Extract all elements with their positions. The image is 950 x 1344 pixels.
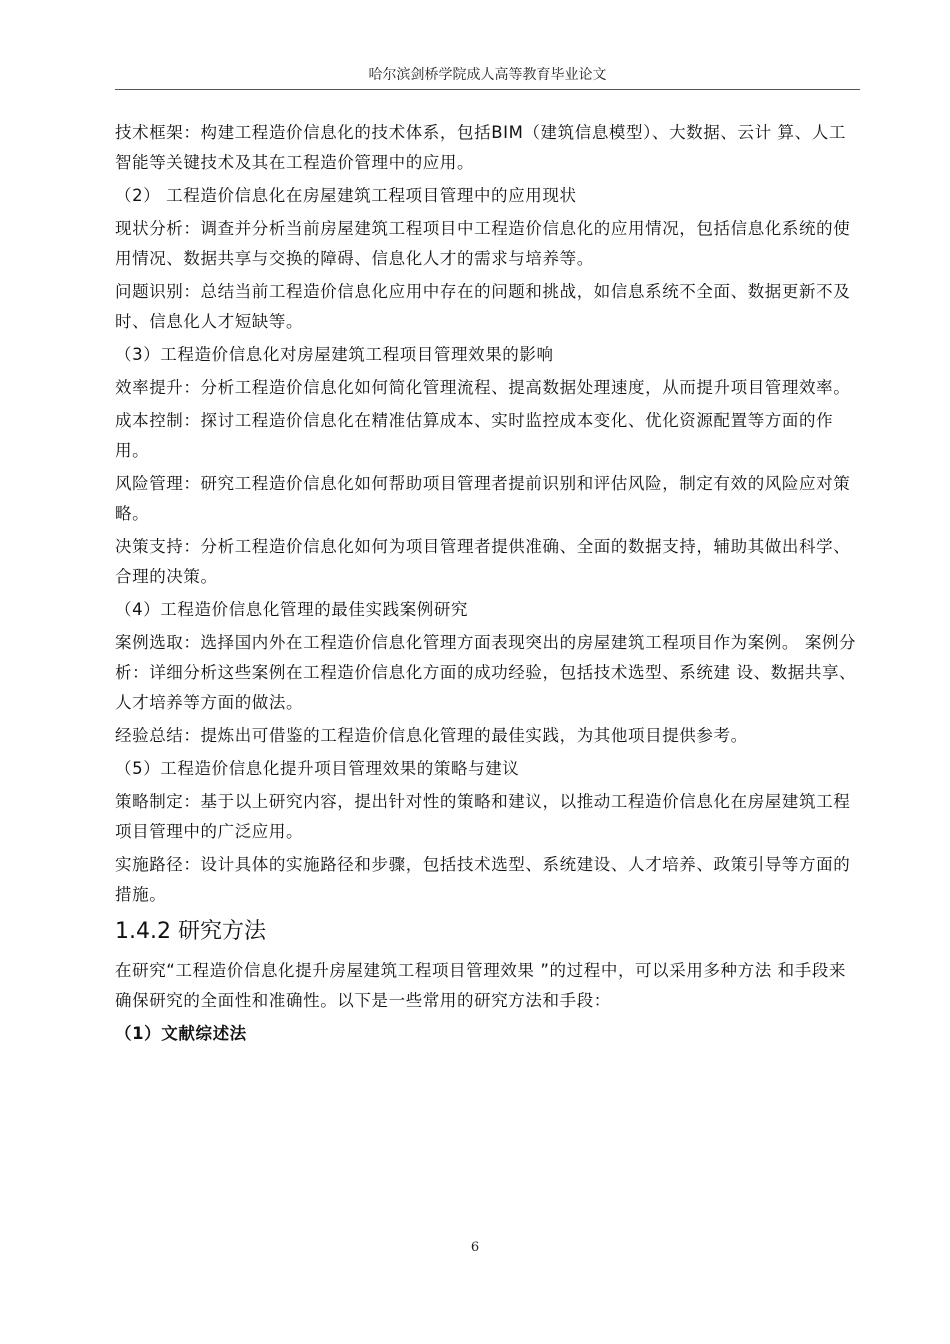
paragraph-decision-support: 决策支持：分析工程造价信息化如何为项目管理者提供准确、全面的数据支持，辅助其做出科学、合理的决策。 [115,537,851,586]
paragraph-methods-intro: 在研究“工程造价信息化提升房屋建筑工程项目管理效果 ”的过程中，可以采用多种方法 和手段来确保研究的全面性和准确性。以下是一些常用的研究方法和手段： [115,961,847,1010]
section-heading: 1.4.2 研究方法 [115,919,266,944]
paragraph-cost-control: 成本控制：探讨工程造价信息化在精准估算成本、实时监控成本变化、优化资源配置等方面的作用。 [115,411,834,460]
paragraph-problem-identification: 问题识别：总结当前工程造价信息化应用中存在的问题和挑战，如信息系统不全面、数据更新不及时、信息化人才短缺等。 [115,282,851,331]
subheading-4: （4）工程造价信息化管理的最佳实践案例研究 [115,600,469,619]
document-body [115,118,860,1052]
paragraph-case-study: 案例选取：选择国内外在工程造价信息化管理方面表现突出的房屋建筑工程项目作为案例。 案例分析：详细分析这些案例在工程造价信息化方面的成功经验，包括技术选型、系统建 设、数据共享、人才培养等方面的做法。 [115,633,857,712]
paragraph-status-analysis: 现状分析：调查并分析当前房屋建筑工程项目中工程造价信息化的应用情况，包括信息化系统的使用情况、数据共享与交换的障碍、信息化人才的需求与培养等。 [115,219,851,268]
paragraph-tech-framework: 技术框架：构建工程造价信息化的技术体系，包括BIM（建筑信息模型）、大数据、云计 算、人工智能等关键技术及其在工程造价管理中的应用。 [115,123,846,172]
page-number: 6 [470,1240,480,1255]
paragraph-strategy: 策略制定：基于以上研究内容，提出针对性的策略和建议，以推动工程造价信息化在房屋建筑工程项目管理中的广泛应用。 [115,792,851,841]
paragraph-risk-management: 风险管理：研究工程造价信息化如何帮助项目管理者提前识别和评估风险，制定有效的风险应对策略。 [115,474,851,523]
paragraph-experience: 经验总结：提炼出可借鉴的工程造价信息化管理的最佳实践，为其他项目提供参考。 [115,726,748,745]
subheading-2: （2） 工程造价信息化在房屋建筑工程项目管理中的应用现状 [115,186,577,205]
subheading-literature-review: （1）文献综述法 [115,1024,247,1043]
subheading-5: （5）工程造价信息化提升项目管理效果的策略与建议 [115,759,520,778]
page-header: 哈尔滨剑桥学院成人高等教育毕业论文 [368,67,607,83]
paragraph-implementation: 实施路径：设计具体的实施路径和步骤，包括技术选型、系统建设、人才培养、政策引导等方面的措施。 [115,855,851,904]
paragraph-efficiency: 效率提升：分析工程造价信息化如何简化管理流程、提高数据处理速度，从而提升项目管理效率。 [115,378,851,397]
header-rule [115,89,860,90]
subheading-3: （3）工程造价信息化对房屋建筑工程项目管理效果的影响 [115,345,554,364]
